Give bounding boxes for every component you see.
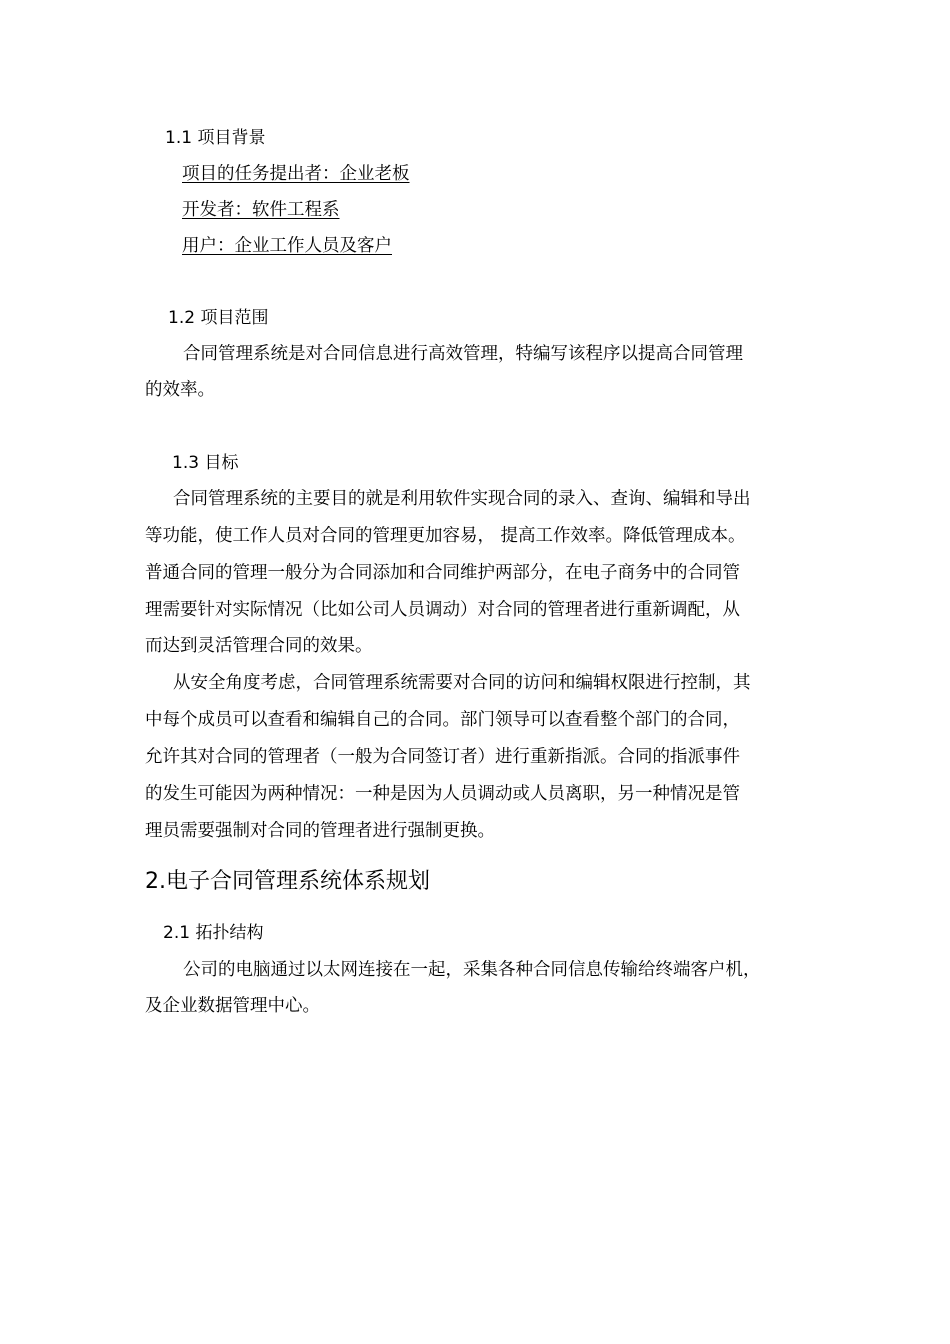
goal-p2-line-1: 从安全角度考虑，合同管理系统需要对合同的访问和编辑权限进行控制，其 xyxy=(173,673,751,693)
heading-1-2: 1.2 项目范围 xyxy=(168,308,269,328)
goal-p1-line-3: 普通合同的管理一般分为合同添加和合同维护两部分，在电子商务中的合同管 xyxy=(145,563,740,583)
background-item-developer: 开发者：软件工程系 xyxy=(182,200,340,220)
goal-p1-line-1: 合同管理系统的主要目的就是利用软件实现合同的录入、查询、编辑和导出 xyxy=(173,489,751,509)
goal-p2-line-2: 中每个成员可以查看和编辑自己的合同。部门领导可以查看整个部门的合同， xyxy=(145,710,740,730)
background-item-proposer: 项目的任务提出者：企业老板 xyxy=(182,164,410,184)
heading-1-1: 1.1 项目背景 xyxy=(165,128,266,148)
goal-p2-line-3: 允许其对合同的管理者（一般为合同签订者）进行重新指派。合同的指派事件 xyxy=(145,747,740,767)
goal-p1-line-4: 理需要针对实际情况（比如公司人员调动）对合同的管理者进行重新调配，从 xyxy=(145,600,740,620)
topology-line-2: 及企业数据管理中心。 xyxy=(145,996,320,1016)
goal-p2-line-5: 理员需要强制对合同的管理者进行强制更换。 xyxy=(145,821,495,841)
background-item-users: 用户：企业工作人员及客户 xyxy=(182,236,392,256)
heading-2: 2.电子合同管理系统体系规划 xyxy=(145,869,430,894)
goal-p1-line-5: 而达到灵活管理合同的效果。 xyxy=(145,636,373,656)
goal-p1-line-2: 等功能，使工作人员对合同的管理更加容易， 提高工作效率。降低管理成本。 xyxy=(145,526,746,546)
heading-2-1: 2.1 拓扑结构 xyxy=(163,923,264,943)
topology-line-1: 公司的电脑通过以太网连接在一起，采集各种合同信息传输给终端客户机， xyxy=(183,960,761,980)
scope-line-2: 的效率。 xyxy=(145,380,215,400)
heading-1-3: 1.3 目标 xyxy=(172,453,239,473)
scope-line-1: 合同管理系统是对合同信息进行高效管理，特编写该程序以提高合同管理 xyxy=(183,344,743,364)
goal-p2-line-4: 的发生可能因为两种情况：一种是因为人员调动或人员离职，另一种情况是管 xyxy=(145,784,740,804)
